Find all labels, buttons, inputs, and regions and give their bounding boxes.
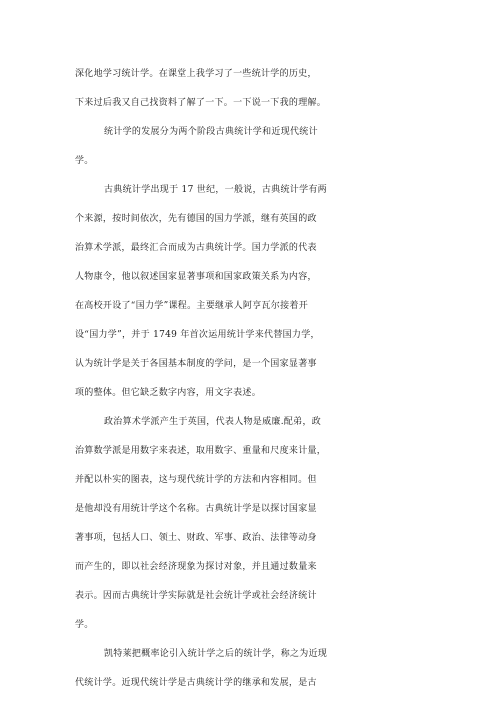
text-line: 在高校开设了“国力学”课程。主要继承人阿亨瓦尔接着开	[75, 301, 309, 311]
text-line: 著事项，包括人口、领土、财政、军事、政治、法律等动身	[75, 533, 317, 543]
text-line: 个来源，按时间依次，先有德国的国力学派，继有英国的政	[75, 214, 317, 224]
text-line: 设“国力学”，并于 1749 年首次运用统计学来代替国力学，	[75, 330, 320, 340]
text-line: 学。	[75, 156, 94, 166]
text-line: 政治算术学派产生于英国，代表人物是威廉.配弟，政	[104, 417, 322, 427]
text-line: 治算数学派是用数字来表述，取用数字、重量和尺度来计量，	[75, 446, 327, 456]
text-line: 并配以朴实的图表，这与现代统计学的方法和内容相同。但	[75, 475, 317, 485]
text-line: 代统计学。近现代统计学是古典统计学的继承和发展，是古	[75, 678, 317, 688]
text-line: 深化地学习统计学。在课堂上我学习了一些统计学的历史，	[75, 69, 317, 79]
text-line: 表示。因而古典统计学实际就是社会统计学或社会经济统计	[75, 591, 317, 601]
text-line: 项的整体。但它缺乏数字内容，用文字表述。	[75, 388, 262, 398]
text-line: 统计学的发展分为两个阶段古典统计学和近现代统计	[104, 127, 318, 137]
text-line: 是他却没有用统计学这个名称。古典统计学是以探讨国家显	[75, 504, 317, 514]
text-line: 治算术学派，最终汇合而成为古典统计学。国力学派的代表	[75, 243, 317, 253]
text-line: 而产生的，即以社会经济现象为探讨对象，并且通过数量来	[75, 562, 317, 572]
text-line: 人物康令，他以叙述国家显著事项和国家政策关系为内容，	[75, 272, 317, 282]
text-line: 学。	[75, 620, 94, 630]
text-line: 古典统计学出现于 17 世纪，一般说，古典统计学有两	[104, 185, 327, 195]
text-line: 认为统计学是关于各国基本制度的学问，是一个国家显著事	[75, 359, 317, 369]
text-line: 凯特莱把概率论引入统计学之后的统计学，称之为近现	[104, 649, 328, 659]
text-line: 下来过后我又自己找资料了解了一下。一下说一下我的理解。	[75, 98, 327, 108]
